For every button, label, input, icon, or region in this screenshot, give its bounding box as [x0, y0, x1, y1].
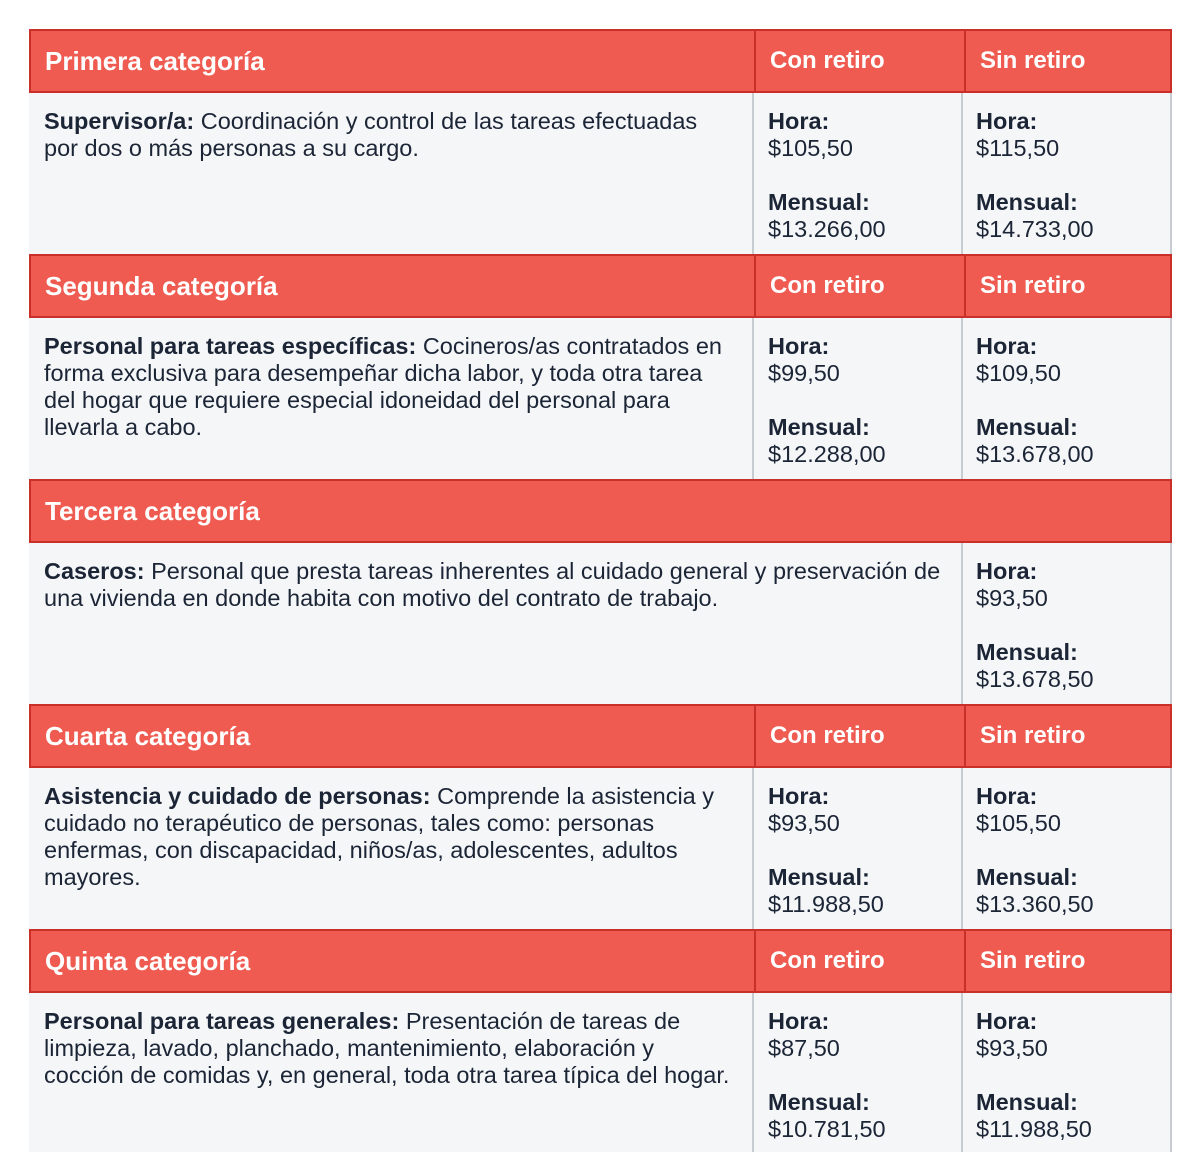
hora-label: Hora: [976, 783, 1038, 809]
hora-value: $93,50 [768, 810, 840, 836]
description-title: Supervisor/a: [44, 108, 195, 134]
mensual-label: Mensual: [768, 189, 870, 215]
sin-retiro-rates [976, 1008, 1092, 1143]
sin-retiro-header: Sin retiro [964, 931, 1170, 991]
column-divider [1170, 93, 1172, 254]
hora-value: $93,50 [976, 1035, 1048, 1061]
mensual-label: Mensual: [976, 414, 1078, 440]
category-title: Cuarta categoría [45, 720, 251, 751]
hora-value: $105,50 [768, 135, 853, 161]
mensual-value: $13.678,50 [976, 666, 1094, 692]
column-divider [961, 318, 963, 479]
column-divider [1170, 543, 1172, 704]
sin-retiro-header: Sin retiro [964, 706, 1170, 766]
hora-label: Hora: [768, 333, 830, 359]
description-text: Personal que presta tareas inherentes al cuidado general y preservación de una vivienda en donde habita con motivo del contrato de trabajo. [44, 558, 941, 611]
mensual-label: Mensual: [768, 1089, 870, 1115]
description-title: Personal para tareas generales: [44, 1008, 400, 1034]
column-divider [1170, 768, 1172, 929]
category-description [44, 783, 734, 891]
hora-label: Hora: [976, 1008, 1038, 1034]
con-retiro-rates [768, 333, 886, 468]
mensual-label: Mensual: [976, 189, 1078, 215]
hora-label: Hora: [976, 333, 1038, 359]
description-text: Comprende la asistencia y cuidado no terapéutico de personas, tales como: personas enfermas, con discapacidad, niños/as, adolescentes, adultos mayores. [44, 783, 715, 890]
mensual-value: $12.288,00 [768, 441, 886, 467]
hora-label: Hora: [768, 108, 830, 134]
con-retiro-rates [768, 783, 884, 918]
description-text: Cocineros/as contratados en forma exclusiva para desempeñar dicha labor, y toda otra tarea del hogar que requiere especial idoneidad del personal para llevarla a cabo. [44, 333, 722, 440]
mensual-value: $13.360,50 [976, 891, 1094, 917]
section-body [29, 993, 1172, 1152]
hora-label: Hora: [768, 783, 830, 809]
description-text: Coordinación y control de las tareas efectuadas por dos o más personas a su cargo. [44, 108, 698, 161]
category-title: Tercera categoría [45, 495, 260, 526]
category-title: Quinta categoría [45, 945, 251, 976]
section-header [29, 254, 1172, 318]
column-divider [752, 993, 754, 1152]
salary-table [29, 29, 1172, 1152]
column-divider [961, 993, 963, 1152]
con-retiro-rates [768, 108, 886, 243]
column-divider [961, 768, 963, 929]
section-tercera [29, 479, 1172, 704]
section-body [29, 768, 1172, 929]
sin-retiro-rates [976, 783, 1094, 918]
description-title: Asistencia y cuidado de personas: [44, 783, 431, 809]
mensual-value: $13.678,00 [976, 441, 1094, 467]
mensual-label: Mensual: [976, 1089, 1078, 1115]
hora-value: $93,50 [976, 585, 1048, 611]
sin-retiro-rates [976, 333, 1094, 468]
section-quinta [29, 929, 1172, 1152]
con-retiro-header: Con retiro [754, 256, 964, 316]
mensual-value: $13.266,00 [768, 216, 886, 242]
column-divider [752, 318, 754, 479]
description-title: Caseros: [44, 558, 145, 584]
con-retiro-header: Con retiro [754, 31, 964, 91]
mensual-value: $14.733,00 [976, 216, 1094, 242]
section-header [29, 704, 1172, 768]
section-header [29, 929, 1172, 993]
category-description [44, 1008, 734, 1089]
section-segunda [29, 254, 1172, 479]
column-divider [752, 93, 754, 254]
category-description [44, 333, 734, 441]
section-header [29, 29, 1172, 93]
column-divider [961, 543, 963, 704]
section-cuarta [29, 704, 1172, 929]
category-title: Segunda categoría [45, 270, 278, 301]
sin-retiro-header: Sin retiro [964, 31, 1170, 91]
section-header [29, 479, 1172, 543]
section-primera [29, 29, 1172, 254]
mensual-label: Mensual: [768, 414, 870, 440]
rates [976, 558, 1094, 693]
con-retiro-rates [768, 1008, 886, 1143]
mensual-value: $11.988,50 [768, 891, 884, 917]
column-divider [752, 768, 754, 929]
column-divider [1170, 993, 1172, 1152]
column-divider [1170, 318, 1172, 479]
mensual-label: Mensual: [976, 639, 1078, 665]
section-body [29, 318, 1172, 479]
description-text: Presentación de tareas de limpieza, lavado, planchado, mantenimiento, elaboración y cocción de comidas y, en general, toda otra tarea típica del hogar. [44, 1008, 730, 1088]
hora-label: Hora: [768, 1008, 830, 1034]
hora-value: $87,50 [768, 1035, 840, 1061]
con-retiro-header: Con retiro [754, 931, 964, 991]
hora-value: $109,50 [976, 360, 1061, 386]
category-description [44, 108, 724, 162]
hora-value: $99,50 [768, 360, 840, 386]
column-divider [961, 93, 963, 254]
hora-label: Hora: [976, 558, 1038, 584]
mensual-label: Mensual: [768, 864, 870, 890]
hora-label: Hora: [976, 108, 1038, 134]
hora-value: $105,50 [976, 810, 1061, 836]
hora-value: $115,50 [976, 135, 1060, 161]
section-body [29, 93, 1172, 254]
section-body [29, 543, 1172, 704]
mensual-value: $10.781,50 [768, 1116, 886, 1142]
category-title: Primera categoría [45, 45, 265, 76]
mensual-label: Mensual: [976, 864, 1078, 890]
description-title: Personal para tareas específicas: [44, 333, 417, 359]
category-description [44, 558, 944, 612]
mensual-value: $11.988,50 [976, 1116, 1092, 1142]
sin-retiro-header: Sin retiro [964, 256, 1170, 316]
con-retiro-header: Con retiro [754, 706, 964, 766]
sin-retiro-rates [976, 108, 1094, 243]
